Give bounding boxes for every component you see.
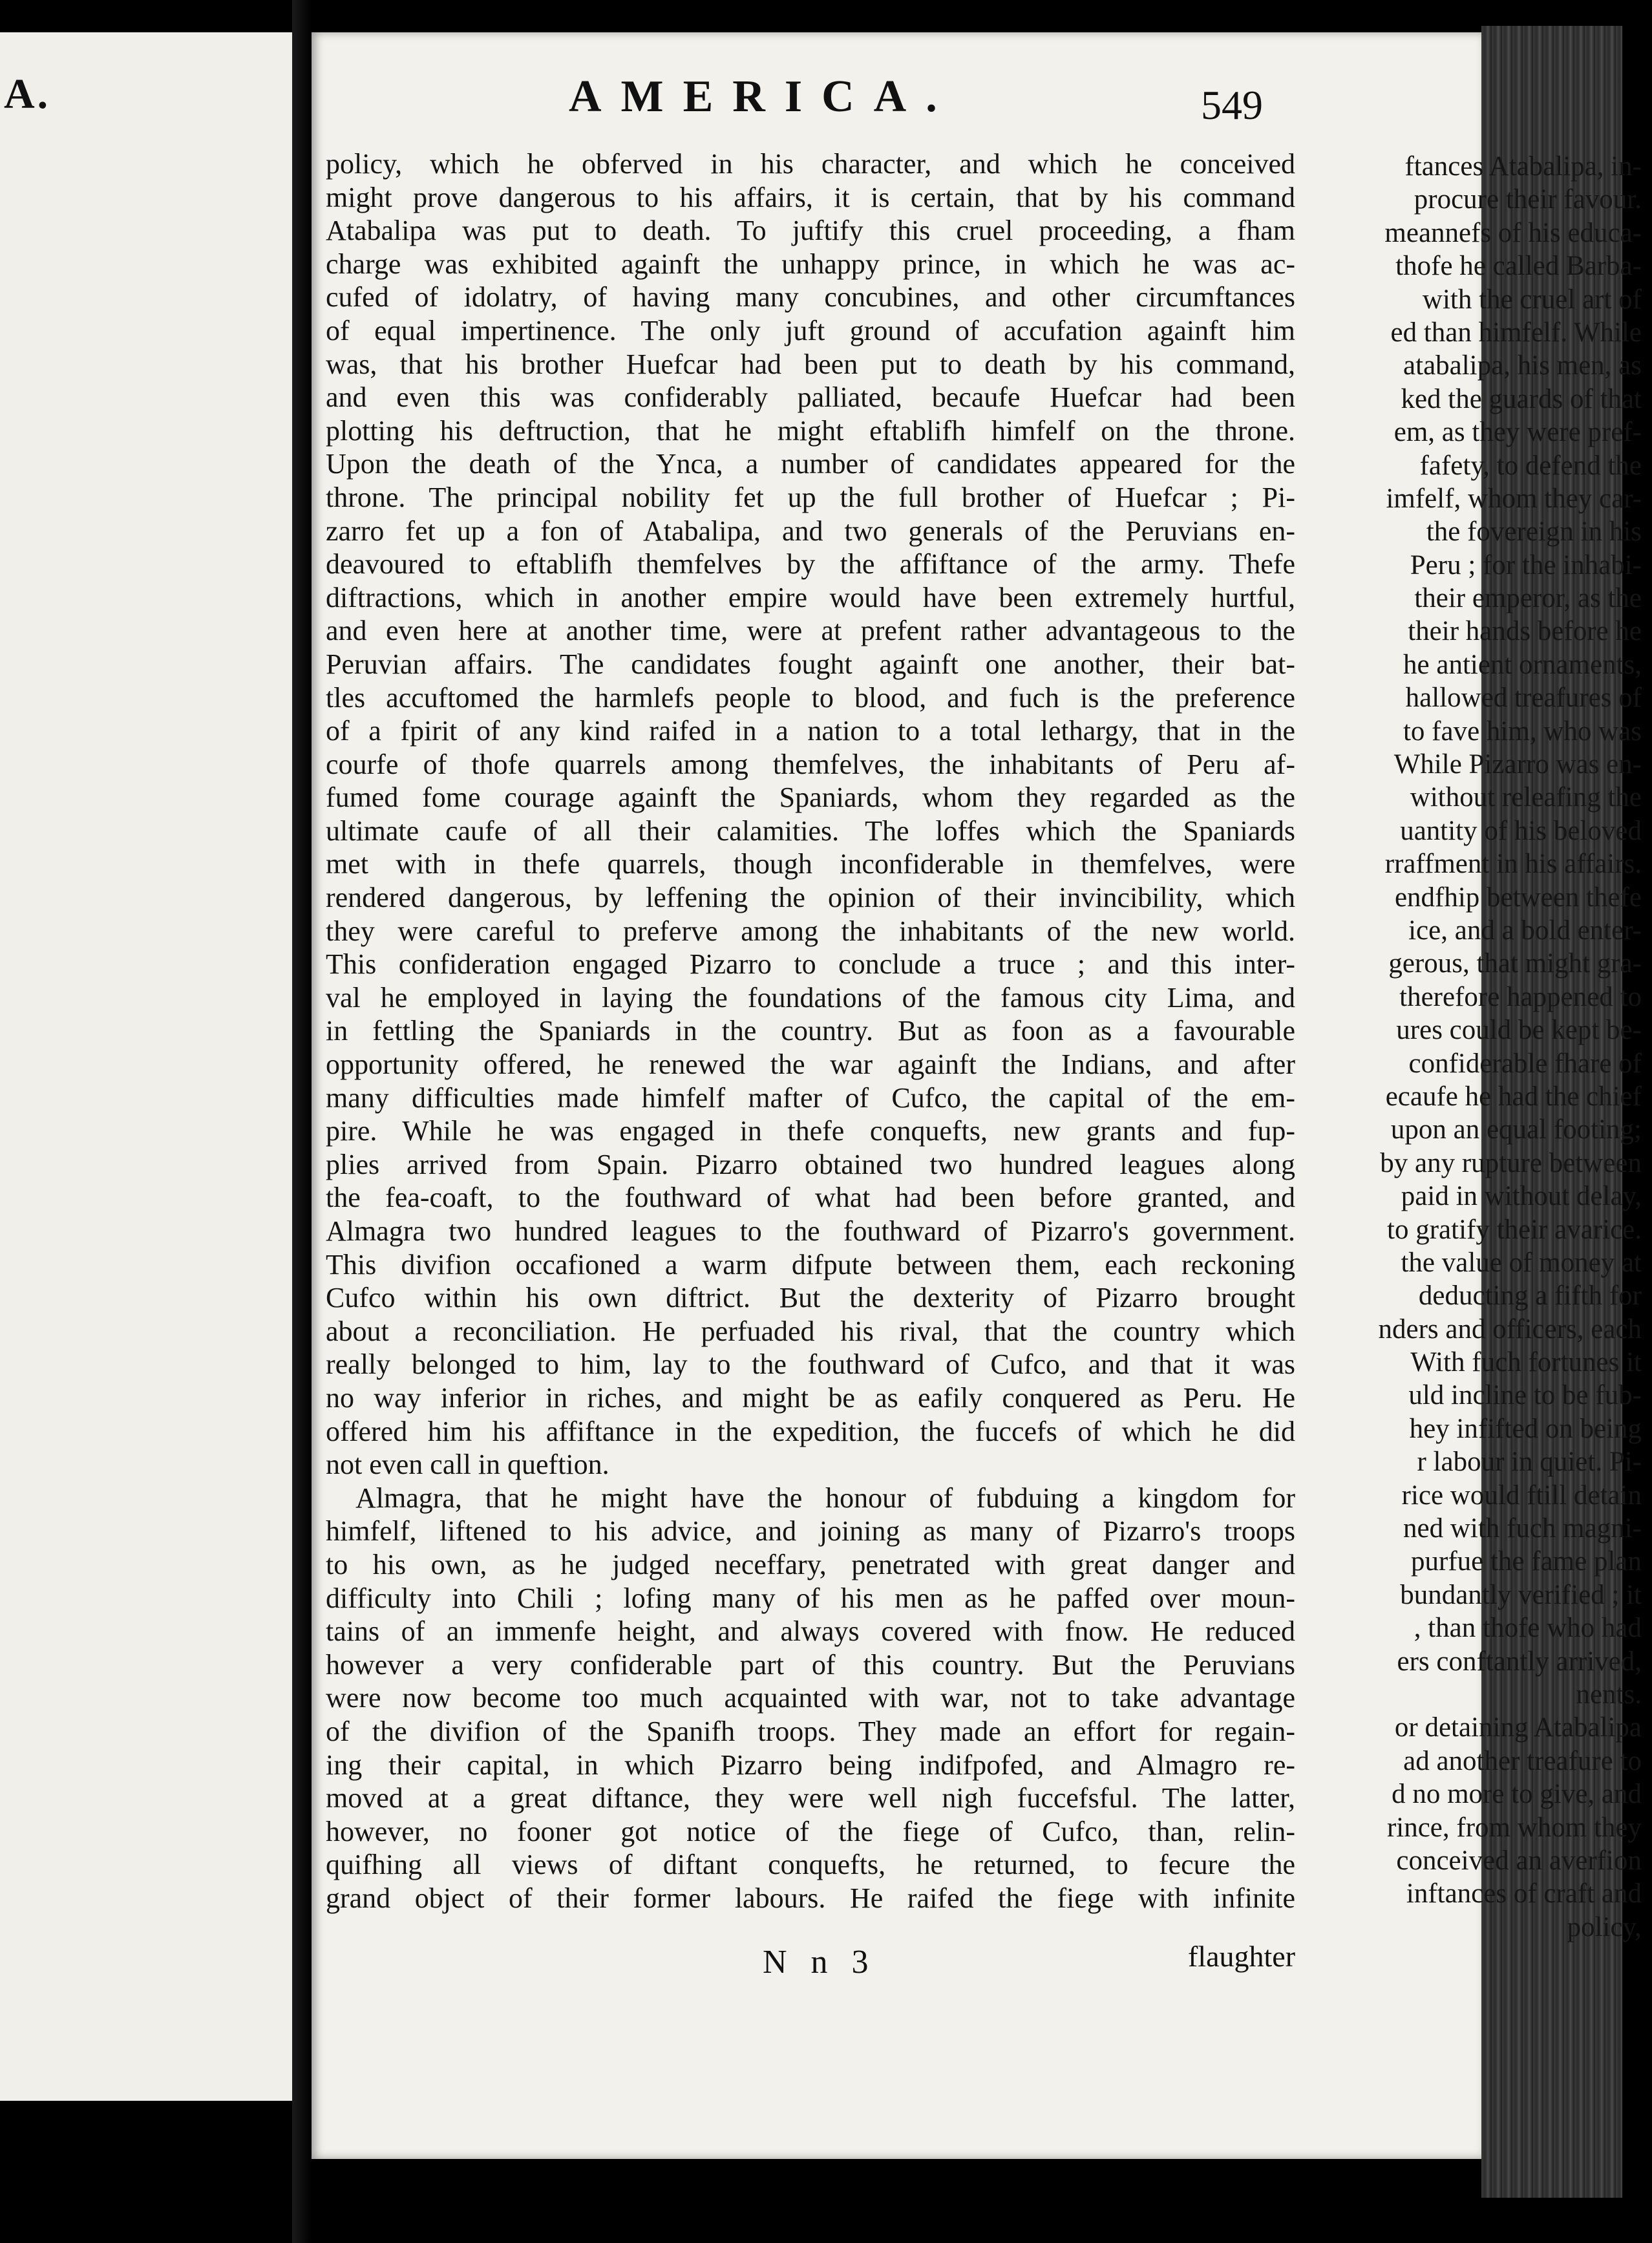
- text-line: opportunity offered, he renewed the war againft the Indians, and after: [326, 1048, 1295, 1081]
- text-line: quifhing all views of diftant conquefts, he returned, to fecure the: [326, 1849, 1295, 1881]
- text-line: and even this was confiderably palliated, becaufe Huefcar had been: [326, 381, 1295, 414]
- text-line: diftractions, which in another empire would have been extremely hurtful,: [326, 581, 1295, 613]
- left-text-line: ecaufe he had the chief: [1385, 1081, 1642, 1112]
- text-line: of a fpirit of any kind raifed in a nation to a total lethargy, that in the: [326, 715, 1295, 747]
- text-line: courfe of thofe quarrels among themfelves, the inhabitants of Peru af-: [326, 748, 1295, 780]
- text-line: many difficulties made himfelf mafter of Cufco, the capital of the em-: [326, 1081, 1295, 1114]
- left-text-line: he antient ornaments,: [1403, 649, 1642, 680]
- text-line: really belonged to him, lay to the fouthward of Cufco, and that it was: [326, 1348, 1295, 1381]
- text-line: ultimate caufe of all their calamities. The loffes which the Spaniards: [326, 814, 1295, 847]
- text-line: Almagra two hundred leagues to the fouthward of Pizarro's government.: [326, 1215, 1295, 1247]
- page-number: 549: [1201, 82, 1263, 128]
- left-text-line: hallowed treafures of: [1405, 683, 1642, 714]
- left-text-line: confiderable fhare of: [1408, 1048, 1642, 1079]
- left-text-line: nents.: [1576, 1679, 1642, 1710]
- left-text-line: policy,: [1567, 1911, 1642, 1942]
- left-text-line: their emperor, as the: [1414, 583, 1642, 614]
- left-text-line: ed than himfelf. While: [1390, 317, 1642, 348]
- left-text-line: conceived an averfion: [1396, 1845, 1642, 1876]
- left-text-line: em, as they were pref-: [1393, 417, 1642, 448]
- left-text-line: r labour in quiet. Pi-: [1417, 1447, 1642, 1478]
- text-line: about a reconciliation. He perfuaded his rival, that the country which: [326, 1315, 1295, 1347]
- left-text-line: procure their favour.: [1414, 184, 1642, 215]
- text-line: of equal impertinence. The only juft ground of accufation againft him: [326, 314, 1295, 346]
- left-text-line: the value of money at: [1401, 1247, 1642, 1278]
- text-line: no way inferior in riches, and might be as eafily conquered as Peru. He: [326, 1381, 1295, 1414]
- left-text-line: ures could be kept be-: [1396, 1015, 1642, 1046]
- text-line: difficulty into Chili ; lofing many of his men as he paffed over moun-: [326, 1582, 1295, 1614]
- left-text-line: With fuch fortunes it: [1410, 1347, 1642, 1378]
- text-line: might prove dangerous to his affairs, it is certain, that by his command: [326, 181, 1295, 213]
- text-line: they were careful to preferve among the inhabitants of the new world.: [326, 915, 1295, 947]
- text-line: however, no fooner got notice of the fiege of Cufco, than, relin-: [326, 1815, 1295, 1847]
- left-running-head: A.: [4, 70, 51, 118]
- text-line: in fettling the Spaniards in the country. But as foon as a favourable: [326, 1015, 1295, 1047]
- left-text-line: ned with fuch magni-: [1403, 1513, 1642, 1544]
- text-line: himfelf, liftened to his advice, and joining as many of Pizarro's troops: [326, 1515, 1295, 1547]
- left-text-line: ad another treafure to: [1403, 1745, 1642, 1776]
- text-line: was, that his brother Huefcar had been put to death by his command,: [326, 348, 1295, 380]
- left-text-line: thofe he called Barba-: [1395, 251, 1642, 282]
- text-line: were now become too much acquainted with war, not to take advantage: [326, 1682, 1295, 1714]
- left-text-line: to fave him, who was: [1403, 716, 1642, 747]
- left-text-line: Peru ; for the inhabi-: [1410, 549, 1642, 580]
- left-text-line: purfue the fame plan: [1411, 1546, 1642, 1577]
- text-line: of the divifion of the Spanifh troops. They made an effort for regain-: [326, 1715, 1295, 1747]
- left-text-line: uld incline to be fub-: [1408, 1380, 1642, 1411]
- left-text-line: imfelf, whom they car-: [1386, 483, 1642, 514]
- left-text-line: with the cruel art of: [1422, 284, 1642, 315]
- left-text-line: hey infifted on being: [1409, 1413, 1642, 1444]
- text-line: policy, which he obferved in his character, and which he conceived: [326, 148, 1295, 180]
- left-text-line: rice would ftill detain: [1401, 1480, 1642, 1511]
- left-text-line: endfhip between thefe: [1394, 882, 1642, 913]
- text-line: plotting his deftruction, that he might eftablifh himfelf on the throne.: [326, 414, 1295, 447]
- text-line: rendered dangerous, by leffening the opinion of their invincibility, which: [326, 882, 1295, 914]
- left-text-line: , than thofe who had: [1414, 1613, 1642, 1644]
- left-text-line: by any rupture between: [1380, 1147, 1642, 1178]
- text-line: met with in thefe quarrels, though inconfiderable in themfelves, were: [326, 848, 1295, 880]
- left-text-line: fafety, to defend the: [1419, 450, 1642, 481]
- text-line: plies arrived from Spain. Pizarro obtained two hundred leagues along: [326, 1148, 1295, 1180]
- text-line: however a very confiderable part of this country. But the Peruvians: [326, 1648, 1295, 1681]
- left-text-line: While Pizarro was en-: [1393, 749, 1642, 780]
- text-line: cufed of idolatry, of having many concubines, and other circumftances: [326, 281, 1295, 314]
- gutter: [292, 0, 312, 2243]
- left-page: [0, 32, 292, 2101]
- text-line: moved at a great diftance, they were well nigh fuccefsful. The latter,: [326, 1782, 1295, 1814]
- text-line: val he employed in laying the foundations of the famous city Lima, and: [326, 981, 1295, 1014]
- text-line: ing their capital, in which Pizarro being indifpofed, and Almagro re-: [326, 1749, 1295, 1781]
- running-head: AMERICA.: [569, 72, 957, 122]
- left-text-line: paid in without delay,: [1401, 1181, 1642, 1212]
- text-line: to his own, as he judged neceffary, penetrated with great danger and: [326, 1548, 1295, 1580]
- text-line: the fea-coaft, to the fouthward of what had been before granted, and: [326, 1182, 1295, 1214]
- left-text-line: uantity of his beloved: [1400, 815, 1642, 846]
- text-line: Upon the death of the Ynca, a number of candidates appeared for the: [326, 448, 1295, 480]
- text-line: This divifion occafioned a warm difpute between them, each reckoning: [326, 1248, 1295, 1281]
- left-text-line: to gratify their avarice.: [1387, 1214, 1642, 1245]
- text-line: Peruvian affairs. The candidates fought againft one another, their bat-: [326, 648, 1295, 680]
- text-line: This confideration engaged Pizarro to conclude a truce ; and this inter-: [326, 948, 1295, 981]
- text-line: Cufco within his own diftrict. But the dexterity of Pizarro brought: [326, 1282, 1295, 1314]
- left-text-line: atabalipa, his men, as: [1403, 350, 1642, 381]
- left-text-line: bundantly verified ; it: [1400, 1579, 1642, 1610]
- left-text-line: or detaining Atabalipa: [1394, 1712, 1642, 1743]
- left-text-line: without releafing the: [1410, 782, 1642, 813]
- signature-mark: N n 3: [763, 1944, 876, 1981]
- left-text-line: their hands before he: [1408, 616, 1642, 647]
- text-line: fumed fome courage againft the Spaniards, whom they regarded as the: [326, 781, 1295, 814]
- text-line: Atabalipa was put to death. To juftify this cruel proceeding, a fham: [326, 215, 1295, 247]
- text-line: pire. While he was engaged in thefe conquefts, new grants and fup-: [326, 1115, 1295, 1147]
- text-line: tles accuftomed the harmlefs people to blood, and fuch is the preference: [326, 681, 1295, 714]
- text-line: and even here at another time, were at prefent rather advantageous to the: [326, 615, 1295, 647]
- text-line: grand object of their former labours. He raifed the fiege with infinite: [326, 1882, 1295, 1914]
- text-line: throne. The principal nobility fet up the full brother of Huefcar ; Pi-: [326, 481, 1295, 513]
- left-text-line: inftances of craft and: [1406, 1878, 1642, 1909]
- left-text-line: ice, and a bold enter-: [1408, 915, 1642, 946]
- catchword: flaughter: [1188, 1940, 1296, 1973]
- left-text-line: ftances Atabalipa, in-: [1404, 151, 1642, 182]
- left-page-text: [1344, 150, 1642, 1944]
- left-text-line: gerous, that might gra-: [1388, 948, 1642, 979]
- left-text-line: upon an equal footing;: [1390, 1114, 1642, 1145]
- text-line: Almagra, that he might have the honour of fubduing a kingdom for: [355, 1482, 1295, 1514]
- text-line: not even call in queftion.: [326, 1449, 609, 1481]
- left-text-line: rince, from whom they: [1386, 1812, 1642, 1843]
- left-text-line: ked the guards of that: [1401, 383, 1642, 414]
- left-text-line: deducting a fifth for: [1418, 1281, 1642, 1312]
- left-text-line: d no more to give, and: [1392, 1779, 1642, 1810]
- left-text-line: therefore happened to: [1399, 981, 1642, 1012]
- body-text: [326, 147, 1295, 1915]
- text-line: zarro fet up a fon of Atabalipa, and two generals of the Peruvians en-: [326, 515, 1295, 547]
- text-line: tains of an immenfe height, and always covered with fnow. He reduced: [326, 1615, 1295, 1648]
- left-text-line: rraffment in his affairs.: [1384, 849, 1642, 880]
- text-line: charge was exhibited againft the unhappy prince, in which he was ac-: [326, 248, 1295, 280]
- left-text-line: the fovereign in his: [1426, 516, 1642, 547]
- left-text-line: meannefs of his educa-: [1384, 217, 1642, 248]
- text-line: offered him his affiftance in the expedition, the fuccefs of which he did: [326, 1415, 1295, 1447]
- text-line: deavoured to eftablifh themfelves by the affiftance of the army. Thefe: [326, 548, 1295, 580]
- left-text-line: nders and officers, each: [1378, 1313, 1642, 1345]
- left-text-line: ers conftantly arrived,: [1397, 1646, 1642, 1677]
